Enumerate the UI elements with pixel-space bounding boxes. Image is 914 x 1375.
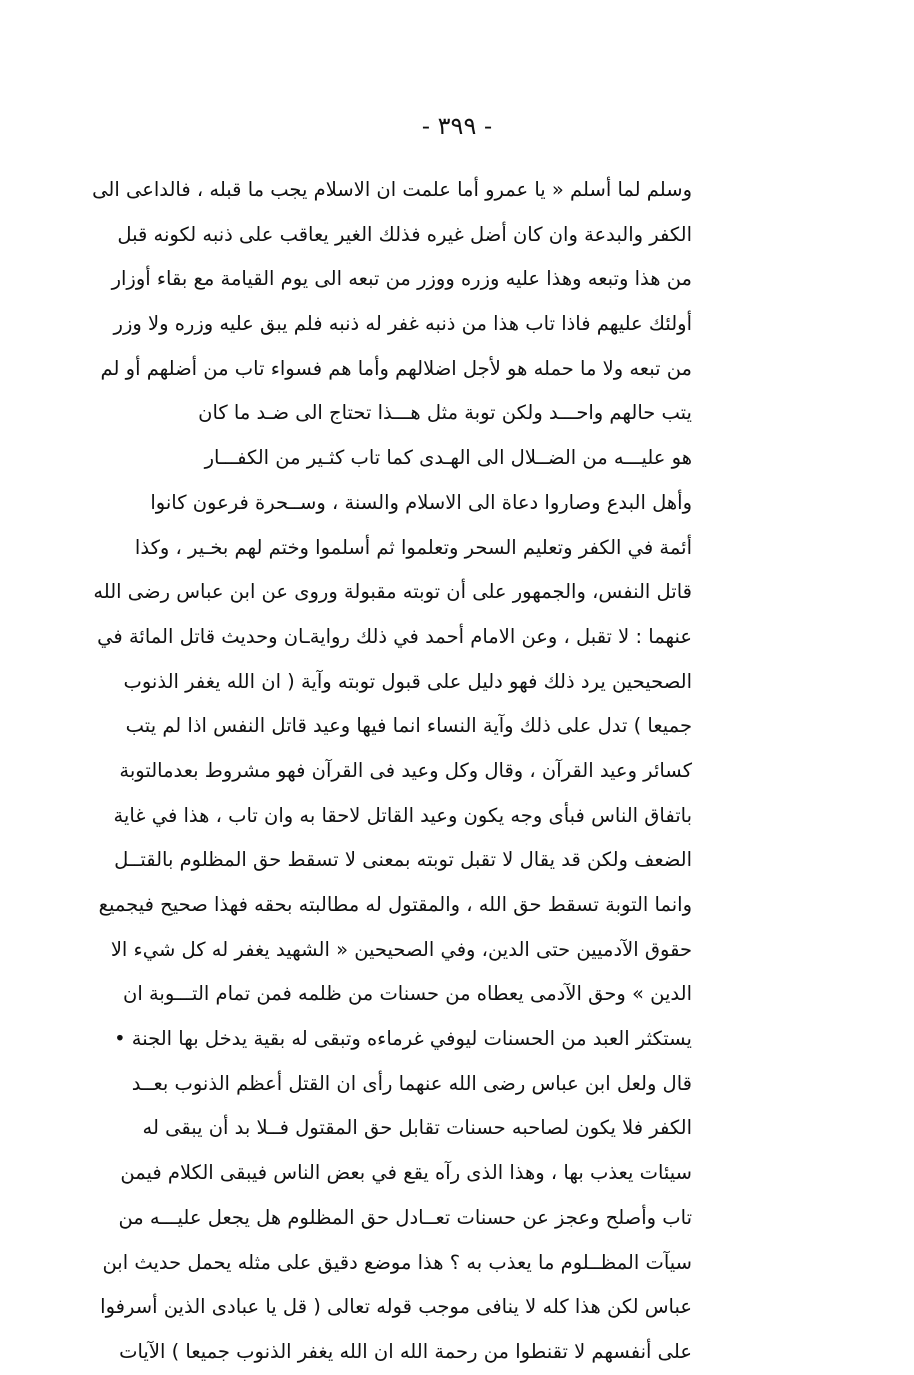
body-text — [92, 168, 692, 1375]
text-line: باتفاق الناس فبأى وجه يكون وعيد القاتل لاحقا به وان تاب ، هذا في غاية — [113, 803, 692, 827]
text-line: حقوق الآدميين حتى الدين، وفي الصحيحين « الشهيد يغفر له كل شيء الا — [110, 937, 692, 961]
text-line: جميعا ) تدل على ذلك وآية النساء انما فيها وعيد قاتل النفس اذا لم يتب — [125, 714, 692, 738]
text-line: يستكثر العبد من الحسنات ليوفي غرماءه وتبقى له بقية يدخل بها الجنة • — [114, 1027, 692, 1051]
page-number: - ٣٩٩ - — [421, 112, 493, 140]
text-line: سيئات يعذب بها ، وهذا الذى رآه يقع في بعض الناس فيبقى الكلام فيمن — [120, 1161, 692, 1185]
text-line: هو عليـــه من الضــلال الى الهـدى كما تاب كثـير من الكفـــار — [204, 446, 692, 470]
text-line: عنهما : لا تقبل ، وعن الامام أحمد في ذلك روايةـان وحديث قاتل المائة في — [97, 624, 692, 648]
text-line: الكفر فلا يكون لصاحبه حسنات تقابل حق المقتول فــلا بد أن يبقى له — [142, 1116, 692, 1140]
text-line: وانما التوبة تسقط حق الله ، والمقتول له مطالبته بحقه فهذا صحيح فيجميع — [98, 893, 692, 916]
text-line: قاتل النفس، والجمهور على أن توبته مقبولة وروى عن ابن عباس رضى الله — [93, 580, 692, 604]
text-line: وأهل البدع وصاروا دعاة الى الاسلام والسنة ، وســحرة فرعون كانوا — [150, 490, 692, 514]
text-line: من تبعه ولا ما حمله هو لأجل اضلالهم وأما هم فسواء تاب من أضلهم أو لم — [100, 356, 692, 380]
text-line: تاب وأصلح وعجز عن حسنات تعــادل حق المظلوم هل يجعل عليـــه من — [118, 1205, 692, 1229]
text-line: كسائر وعيد القرآن ، وقال وكل وعيد فى القرآن فهو مشروط بعدمالتوبة — [119, 758, 692, 782]
text-line: عباس لكن هذا كله لا ينافى موجب قوله تعالى ( قل يا عبادى الذين أسرفوا — [100, 1295, 692, 1319]
text-line: وسلم لما أسلم « يا عمرو أما علمت ان الاسلام يجب ما قبله ، فالداعى الى — [92, 178, 692, 201]
text-line: الضعف ولكن قد يقال لا تقبل توبته بمعنى لا تسقط حق المظلوم بالقتــل — [114, 848, 692, 872]
text-line: من هذا وتبعه وهذا عليه وزره ووزر من تبعه الى يوم القيامة مع بقاء أوزار — [111, 267, 692, 291]
text-line: أئمة في الكفر وتعليم السحر وتعلموا ثم أسلموا وختم لهم بخـير ، وكذا — [134, 535, 692, 559]
text-line: سيآت المظــلوم ما يعذب به ؟ هذا موضع دقيق على مثله يحمل حديث ابن — [102, 1250, 692, 1274]
text-line: الكفر والبدعة وان كان أضل غيره فذلك الغير يعاقب على ذنبه لكونه قبل — [117, 222, 692, 246]
text-line: الصحيحين يرد ذلك فهو دليل على قبول توبته وآية ( ان الله يغفر الذنوب — [123, 669, 692, 693]
text-line: على أنفسهم لا تقنطوا من رحمة الله ان الله يغفر الذنوب جميعا ) الآيات — [119, 1339, 692, 1363]
text-line: أولئك عليهم فاذا تاب هذا من ذنبه غفر له ذنبه فلم يبق عليه وزره ولا وزر — [113, 312, 692, 336]
text-line: قال ولعل ابن عباس رضى الله عنهما رأى ان القتل أعظم الذنوب بعــد — [131, 1071, 692, 1095]
text-line: يتب حالهم واحـــد ولكن توبة مثل هـــذا تحتاج الى ضـد ما كان — [198, 401, 692, 425]
text-line: الدين » وحق الآدمى يعطاه من حسنات من ظلمه فمن تمام التـــوبة ان — [123, 982, 692, 1006]
